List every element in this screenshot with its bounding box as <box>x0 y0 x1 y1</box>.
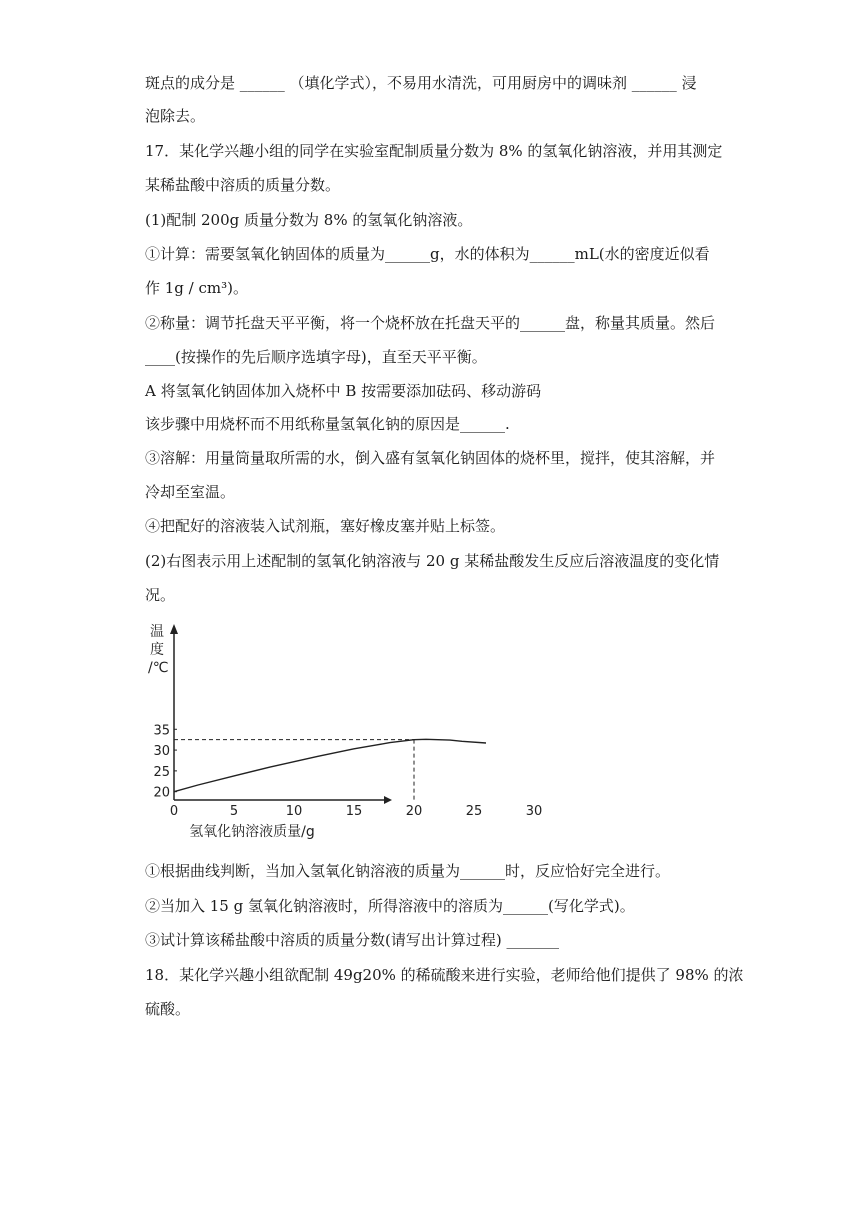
text-line-4: 某稀盐酸中溶质的质量分数。 <box>145 176 341 194</box>
y-tick-label-30: 30 <box>153 744 170 760</box>
text-line-9: ____(按操作的先后顺序选填字母)，直至天平平衡。 <box>145 348 487 366</box>
y-axis-arrow <box>170 624 178 634</box>
temperature-curve <box>174 739 486 791</box>
text-line-11: 该步骤中用烧杯而不用纸称量氢氧化钠的原因是______. <box>145 415 510 433</box>
x-tick-label-10: 10 <box>285 804 303 819</box>
y-axis-label-1: 温 <box>150 624 164 640</box>
step-weigh: ②称量：调节托盘天平平衡，将一个烧杯放在托盘天平的______盘，称量其质量。然后 <box>145 314 716 332</box>
x-tick-label-30: 30 <box>525 804 543 819</box>
text-line-7: 作 1g / cm³)。 <box>145 279 248 297</box>
text-line-1: 斑点的成分是 ______ （填化学式），不易用水清洗，可用厨房中的调味剂 ______ 浸 <box>145 74 697 92</box>
step-calculate: ①计算：需要氢氧化钠固体的质量为______g，水的体积为______mL(水的密度近似看 <box>145 245 710 263</box>
question-2-2: ②当加入 15 g 氢氧化钠溶液时，所得溶液中的溶质为______(写化学式)。 <box>145 897 635 915</box>
question-2-3: ③试计算该稀盐酸中溶质的质量分数(请写出计算过程) _______ <box>145 931 559 949</box>
options-line: A 将氢氧化钠固体加入烧杯中 B 按需要添加砝码、移动游码 <box>145 382 542 400</box>
text-line-13: 冷却至室温。 <box>145 483 236 501</box>
y-tick-label-25: 25 <box>153 764 170 780</box>
text-line-16: 况。 <box>145 586 176 604</box>
question-18-stem: 18．某化学兴趣小组欲配制 49g20% 的稀硫酸来进行实验，老师给他们提供了 98% 的浓 <box>145 966 744 984</box>
text-line-21: 硫酸。 <box>145 1000 191 1018</box>
x-tick-label-5: 5 <box>229 804 239 819</box>
step-bottle: ④把配好的溶液装入试剂瓶，塞好橡皮塞并贴上标签。 <box>145 517 506 535</box>
x-tick-label-15: 15 <box>345 804 363 819</box>
x-axis-label: 氢氧化钠溶液质量/g <box>189 824 315 840</box>
y-axis-label-2: 度 <box>150 642 164 658</box>
subquestion-2: (2)右图表示用上述配制的氢氧化钠溶液与 20 g 某稀盐酸发生反应后溶液温度的变化情 <box>145 552 720 570</box>
x-axis-arrow <box>384 796 392 804</box>
x-tick-label-0: 0 <box>169 804 179 819</box>
y-tick-label-20: 20 <box>153 785 170 801</box>
step-dissolve: ③溶解：用量筒量取所需的水，倒入盛有氢氧化钠固体的烧杯里，搅拌，使其溶解，并 <box>145 449 716 467</box>
subquestion-1: (1)配制 200g 质量分数为 8% 的氢氧化钠溶液。 <box>145 211 473 229</box>
x-tick-label-20: 20 <box>405 804 423 819</box>
y-tick-label-35: 35 <box>153 723 170 739</box>
y-axis-label-3: /℃ <box>148 660 169 676</box>
temperature-chart <box>140 612 543 844</box>
question-17-stem: 17．某化学兴趣小组的同学在实验室配制质量分数为 8% 的氢氧化钠溶液，并用其测定 <box>145 142 723 160</box>
question-2-1: ①根据曲线判断，当加入氢氧化钠溶液的质量为______时，反应恰好完全进行。 <box>145 862 671 880</box>
x-tick-label-25: 25 <box>465 804 483 819</box>
text-line-2: 泡除去。 <box>145 107 206 125</box>
